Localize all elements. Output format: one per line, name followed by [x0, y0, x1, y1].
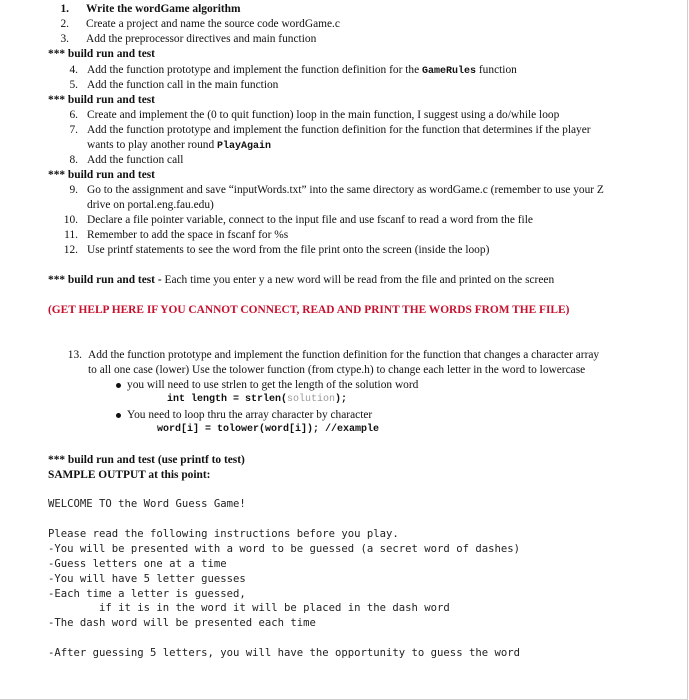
output-line: -The dash word will be presented each time: [48, 617, 316, 629]
step-text: Add the function prototype and implement the function definition for the function that changes a character array: [88, 349, 600, 361]
code-snippet: int length = strlen(solution);: [167, 394, 348, 405]
output-line: -You will have 5 letter guesses: [48, 573, 246, 585]
output-line: -After guessing 5 letters, you will have the opportunity to guess the word: [48, 647, 520, 659]
output-line: if it is in the word it will be placed in the dash word: [48, 602, 450, 614]
step-text: to all one case (lower) Use the tolower function (from ctype.h) to change each letter in the word to lowercase: [88, 364, 586, 376]
step-text: Create a project and name the source code wordGame.c: [86, 18, 340, 30]
step-text: Declare a file pointer variable, connect to the input file and use fscanf to read a word from the file: [87, 214, 533, 226]
step-text: Add the function prototype and implement the function definition for the function that determines if the player: [87, 124, 591, 136]
step-number: 1.: [60, 3, 69, 15]
help-note: (GET HELP HERE IF YOU CANNOT CONNECT, READ AND PRINT THE WORDS FROM THE FILE): [48, 304, 570, 316]
step-text: wants to play another round PlayAgain: [87, 139, 272, 152]
step-text: Add the preprocessor directives and main function: [86, 33, 317, 45]
step-number: 7.: [69, 124, 78, 136]
inline-code: GameRules: [422, 66, 477, 77]
bullet-point: [116, 383, 121, 388]
step-number: 12.: [63, 244, 78, 256]
step-text: Add the function call: [87, 154, 184, 166]
bullet-point: [116, 413, 121, 418]
step-text: Remember to add the space in fscanf for %s: [87, 229, 289, 241]
inline-code: PlayAgain: [217, 141, 272, 152]
output-line: -Each time a letter is guessed,: [48, 588, 246, 600]
bullet-text: you will need to use strlen to get the length of the solution word: [127, 379, 419, 391]
step-number: 11.: [64, 229, 78, 241]
output-line: Please read the following instructions before you play.: [48, 528, 399, 540]
step-number: 10.: [63, 214, 78, 226]
step-number: 3.: [60, 33, 69, 45]
step-text: Add the function prototype and implement the function definition for the GameRules function: [87, 64, 517, 77]
step-text: drive on portal.eng.fau.edu): [87, 199, 214, 211]
step-number: 9.: [69, 184, 78, 196]
output-line: -You will be presented with a word to be guessed (a secret word of dashes): [48, 543, 520, 555]
code-snippet: word[i] = tolower(word[i]); //example: [157, 424, 380, 435]
bullet-text: You need to loop thru the array character by character: [127, 409, 373, 421]
step-text: Add the function call in the main function: [87, 79, 279, 91]
sample-output-heading: SAMPLE OUTPUT at this point:: [48, 469, 211, 481]
step-number: 8.: [69, 154, 78, 166]
build-note: *** build run and test - Each time you enter y a new word will be read from the file and printed on the screen: [48, 274, 555, 286]
step-number: 13.: [67, 349, 82, 361]
build-run-test-label: *** build run and test: [48, 48, 155, 60]
output-line: -Guess letters one at a time: [48, 558, 227, 570]
build-run-test-label: *** build run and test: [48, 169, 155, 181]
step-number: 6.: [69, 109, 78, 121]
output-line: WELCOME TO the Word Guess Game!: [48, 498, 246, 510]
step-number: 5.: [69, 79, 78, 91]
build-printf-label: *** build run and test (use printf to test): [48, 454, 245, 466]
step-text: Create and implement the (0 to quit function) loop in the main function, I suggest using a do/while loop: [87, 109, 560, 121]
step-text: Write the wordGame algorithm: [86, 3, 241, 15]
step-text: Go to the assignment and save “inputWords.txt” into the same directory as wordGame.c (remember to use your Z: [87, 184, 604, 196]
step-text: Use printf statements to see the word from the file print onto the screen (inside the loop): [87, 244, 490, 256]
step-number: 2.: [60, 18, 69, 30]
build-run-test-label: *** build run and test: [48, 94, 155, 106]
step-number: 4.: [69, 64, 78, 76]
